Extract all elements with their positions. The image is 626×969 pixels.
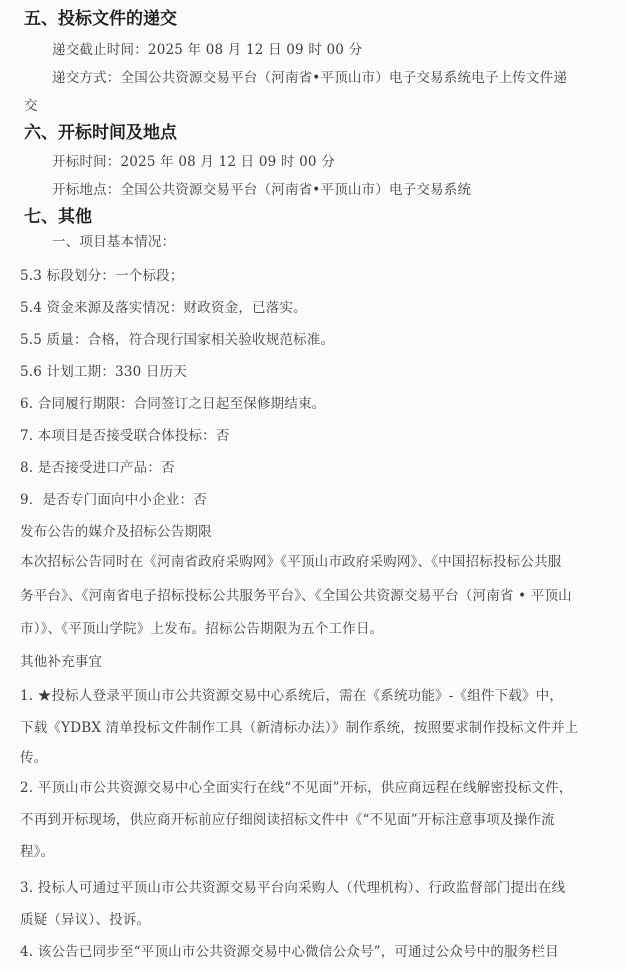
other-line: 质疑（异议）、投诉。: [20, 912, 151, 928]
other-line: 3. 投标人可通过平顶山市公共资源交易平台向采购人（代理机构）、行政监督部门提出在线: [20, 880, 566, 896]
media-line: 本次招标公告同时在《河南省政府采购网》《平顶山市政府采购网》、《中国招标投标公共服: [20, 554, 562, 570]
other-line: 2. 平顶山市公共资源交易中心全面实行在线“不见面”开标，供应商远程在线解密投标文件，: [20, 780, 573, 796]
section-5-heading: 五、投标文件的递交: [24, 9, 177, 29]
other-line: 程》。: [20, 844, 55, 860]
list-item: 5.5 质量：合格，符合现行国家相关验收规范标准。: [20, 332, 335, 348]
submission-method-continued: 交: [24, 98, 38, 114]
list-item: 5.3 标段划分：一个标段；: [20, 268, 184, 284]
list-item: 7. 本项目是否接受联合体投标：否: [20, 428, 230, 444]
opening-place: 开标地点：全国公共资源交易平台（河南省•平顶山市）电子交易系统: [52, 182, 472, 198]
opening-time: 开标时间：2025 年 08 月 12 日 09 时 00 分: [52, 154, 335, 170]
other-line: 传。: [20, 750, 48, 766]
list-item: 5.4 资金来源及落实情况：财政资金，已落实。: [20, 300, 307, 316]
other-heading: 其他补充事宜: [20, 654, 103, 670]
submission-deadline: 递交截止时间：2025 年 08 月 12 日 09 时 00 分: [52, 42, 363, 58]
other-line: 不再到开标现场，供应商开标前应仔细阅读招标文件中《“不见面”开标注意事项及操作流: [20, 812, 555, 828]
project-info-heading: 一、项目基本情况：: [52, 234, 176, 250]
other-line: 1. ★投标人登录平顶山市公共资源交易中心系统后，需在《系统功能》-《组件下载》中，: [20, 688, 564, 704]
list-item: 6. 合同履行期限：合同签订之日起至保修期结束。: [20, 396, 326, 412]
other-line: 下载《YDBX 清单投标文件制作工具（新清标办法）》制作系统，按照要求制作投标文件并上: [20, 720, 579, 736]
list-item: 5.6 计划工期：330 日历天: [20, 364, 188, 380]
other-line: 4. 该公告已同步至“平顶山市公共资源交易中心微信公众号”，可通过公众号中的服务栏目: [20, 944, 559, 960]
media-line: 市）》、《平顶山学院》上发布。招标公告期限为五个工作日。: [20, 621, 384, 637]
media-heading: 发布公告的媒介及招标公告期限: [20, 524, 212, 540]
section-6-heading: 六、开标时间及地点: [24, 123, 177, 143]
section-7-heading: 七、其他: [24, 207, 92, 227]
list-item: 8. 是否接受进口产品：否: [20, 460, 175, 476]
list-item: 9．是否专门面向中小企业：否: [20, 492, 207, 508]
submission-method: 递交方式：全国公共资源交易平台（河南省•平顶山市）电子交易系统电子上传文件递: [52, 70, 568, 86]
media-line: 务平台》、《河南省电子招标投标公共服务平台》、《全国公共资源交易平台（河南省 • 平顶山: [20, 588, 572, 604]
